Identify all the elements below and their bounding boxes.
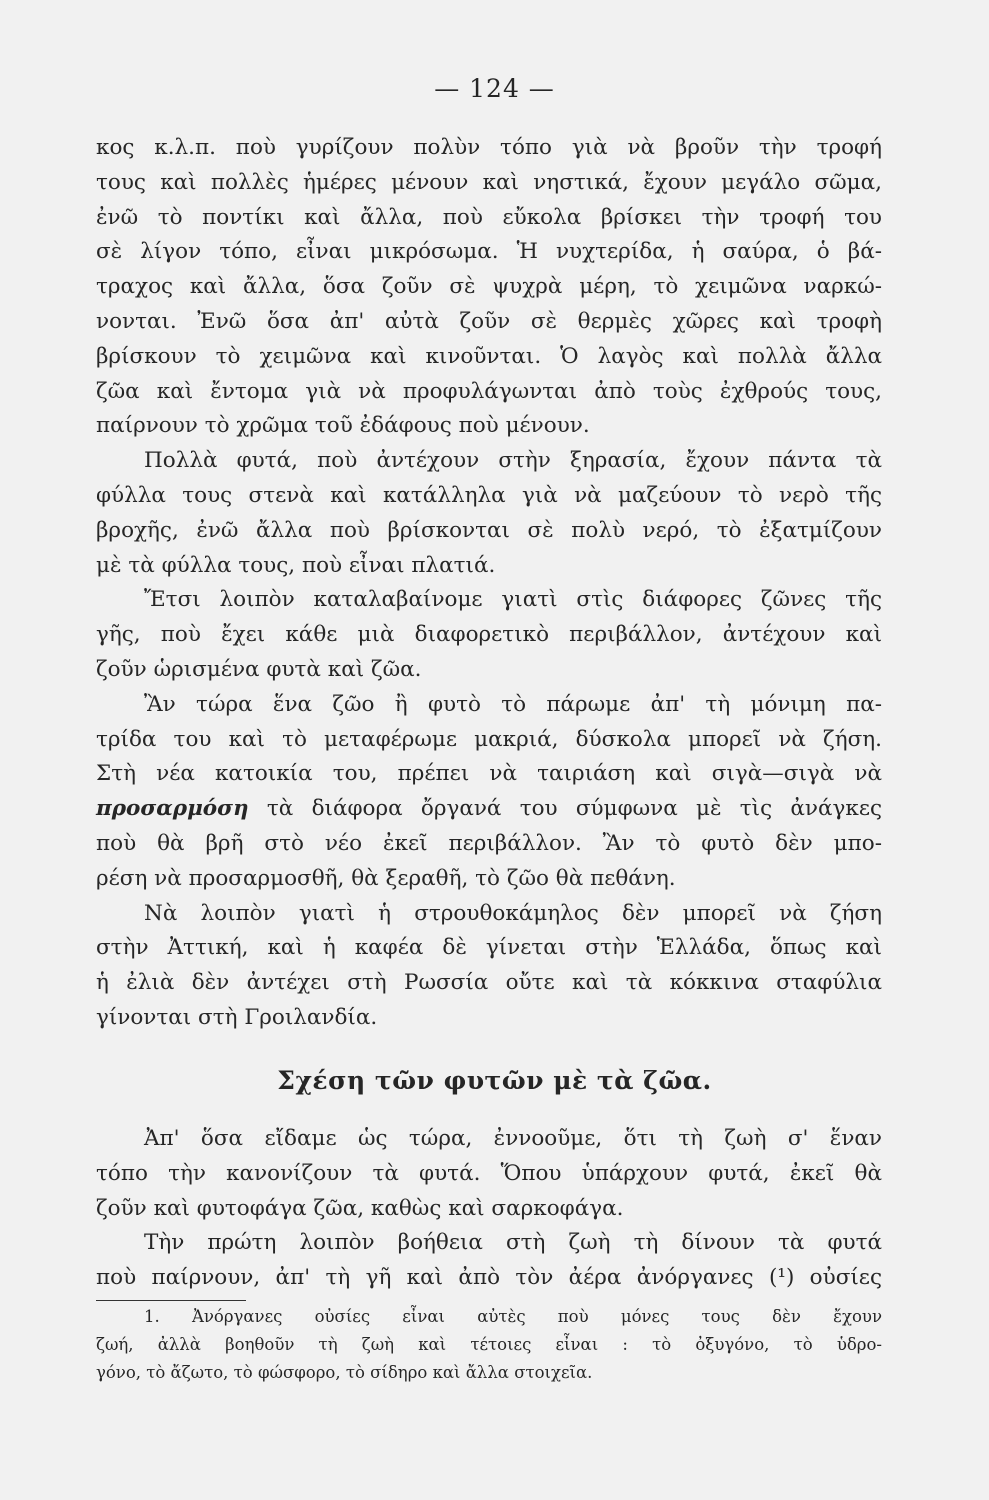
text-line: βρίσκουν τὸ χειμῶνα καὶ κινοῦνται. Ὁ λαγὸς καὶ πολλὰ ἄλλα xyxy=(96,343,882,369)
text-line: Τὴν πρώτη λοιπὸν βοήθεια στὴ ζωὴ τὴ δίνουν τὰ φυτά xyxy=(144,1230,882,1256)
footnote-divider xyxy=(96,1300,246,1301)
text-line: στὴν Ἀττική, καὶ ἡ καφέα δὲ γίνεται στὴν Ἑλλάδα, ὅπως καὶ xyxy=(96,935,882,961)
text-line: ποὺ θὰ βρῆ στὸ νέο ἐκεῖ περιβάλλον. Ἂν τὸ φυτὸ δὲν μπο- xyxy=(96,830,882,856)
text-line: παίρνουν τὸ χρῶμα τοῦ ἐδάφους ποὺ μένουν. xyxy=(96,413,590,439)
text-line: τραχος καὶ ἄλλα, ὅσα ζοῦν σὲ ψυχρὰ μέρη, τὸ χειμῶνα ναρκώ- xyxy=(96,274,882,300)
text-line: Ἂν τώρα ἕνα ζῶο ἢ φυτὸ τὸ πάρωμε ἀπ' τὴ μόνιμη πα- xyxy=(144,691,882,717)
text-line: Νὰ λοιπὸν γιατὶ ἡ στρουθοκάμηλος δὲν μπορεῖ νὰ ζήση xyxy=(144,900,882,926)
body-text xyxy=(96,131,882,1036)
text-line: ζῶα καὶ ἔντομα γιὰ νὰ προφυλάγωνται ἀπὸ τοὺς ἐχθρούς τους, xyxy=(96,378,882,404)
text-line: γίνονται στὴ Γροιλανδία. xyxy=(96,1004,378,1030)
text-line: ἡ ἐλιὰ δὲν ἀντέχει στὴ Ρωσσία οὔτε καὶ τὰ κόκκινα σταφύλια xyxy=(96,970,882,996)
text-line: μὲ τὰ φύλλα τους, ποὺ εἶναι πλατιά. xyxy=(96,552,496,578)
text-line: ρέση νὰ προσαρμοσθῆ, θὰ ξεραθῆ, τὸ ζῶο θὰ πεθάνη. xyxy=(96,865,676,891)
text-line: τόπο τὴν κανονίζουν τὰ φυτά. Ὅπου ὑπάρχουν φυτά, ἐκεῖ θὰ xyxy=(96,1160,882,1186)
footnote-line: γόνο, τὸ ἄζωτο, τὸ φώσφορο, τὸ σίδηρο καὶ ἄλλα στοιχεῖα. xyxy=(96,1363,593,1382)
text-line: Πολλὰ φυτά, ποὺ ἀντέχουν στὴν ξηρασία, ἔχουν πάντα τὰ xyxy=(144,448,882,474)
text-line: ζοῦν ὡρισμένα φυτὰ καὶ ζῶα. xyxy=(96,656,422,682)
footnote xyxy=(96,1303,882,1387)
section-text xyxy=(96,1122,882,1296)
text-fragment: τὰ διάφορα ὄργανά του σύμφωνα μὲ τὶς ἀνάγκες xyxy=(248,796,882,822)
footnote-line: ζωή, ἀλλὰ βοηθοῦν τὴ ζωὴ καὶ τέτοιες εἶναι : τὸ ὀξυγόνο, τὸ ὑδρο- xyxy=(96,1335,882,1354)
text-line: Ἀπ' ὅσα εἴδαμε ὡς τώρα, ἐννοοῦμε, ὅτι τὴ ζωὴ σ' ἕναν xyxy=(144,1126,882,1151)
text-line: τρίδα του καὶ τὸ μεταφέρωμε μακριά, δύσκολα μπορεῖ νὰ ζήση. xyxy=(96,726,882,752)
text-line: κος κ.λ.π. ποὺ γυρίζουν πολὺν τόπο γιὰ νὰ βροῦν τὴν τροφή xyxy=(96,135,882,160)
text-line: Ἔτσι λοιπὸν καταλαβαίνομε γιατὶ στὶς διάφορες ζῶνες τῆς xyxy=(144,587,882,613)
text-line-emphasis xyxy=(96,792,882,827)
emphasized-word: προσαρμόση xyxy=(96,796,249,822)
section-heading: Σχέση τῶν φυτῶν μὲ τὰ ζῶα. xyxy=(277,1066,712,1095)
text-line: ζοῦν καὶ φυτοφάγα ζῶα, καθὼς καὶ σαρκοφάγα. xyxy=(96,1195,624,1221)
text-line: γῆς, ποὺ ἔχει κάθε μιὰ διαφορετικὸ περιβάλλον, ἀντέχουν καὶ xyxy=(96,622,882,648)
text-line: φύλλα τους στενὰ καὶ κατάλληλα γιὰ νὰ μαζεύουν τὸ νερὸ τῆς xyxy=(96,482,882,508)
text-line: ἐνῶ τὸ ποντίκι καὶ ἄλλα, ποὺ εὔκολα βρίσκει τὴν τροφή του xyxy=(96,204,882,230)
text-line: ποὺ παίρνουν, ἀπ' τὴ γῆ καὶ ἀπὸ τὸν ἀέρα ἀνόργανες (¹) οὐσίες xyxy=(96,1265,882,1291)
text-line: Στὴ νέα κατοικία του, πρέπει νὰ ταιριάση καὶ σιγὰ—σιγὰ νὰ xyxy=(96,761,882,787)
page-number: — 124 — xyxy=(434,74,555,103)
text-line: σὲ λίγον τόπο, εἶναι μικρόσωμα. Ἡ νυχτερίδα, ἡ σαύρα, ὁ βά- xyxy=(96,239,882,265)
text-line: νονται. Ἐνῶ ὅσα ἀπ' αὐτὰ ζοῦν σὲ θερμὲς χῶρες καὶ τροφὴ xyxy=(96,308,882,334)
text-line: βροχῆς, ἐνῶ ἄλλα ποὺ βρίσκονται σὲ πολὺ νερό, τὸ ἐξατμίζουν xyxy=(96,517,882,543)
text-line: τους καὶ πολλὲς ἡμέρες μένουν καὶ νηστικά, ἔχουν μεγάλο σῶμα, xyxy=(96,169,882,195)
footnote-line: 1. Ἀνόργανες οὐσίες εἶναι αὐτὲς ποὺ μόνες τους δὲν ἔχουν xyxy=(144,1307,882,1326)
